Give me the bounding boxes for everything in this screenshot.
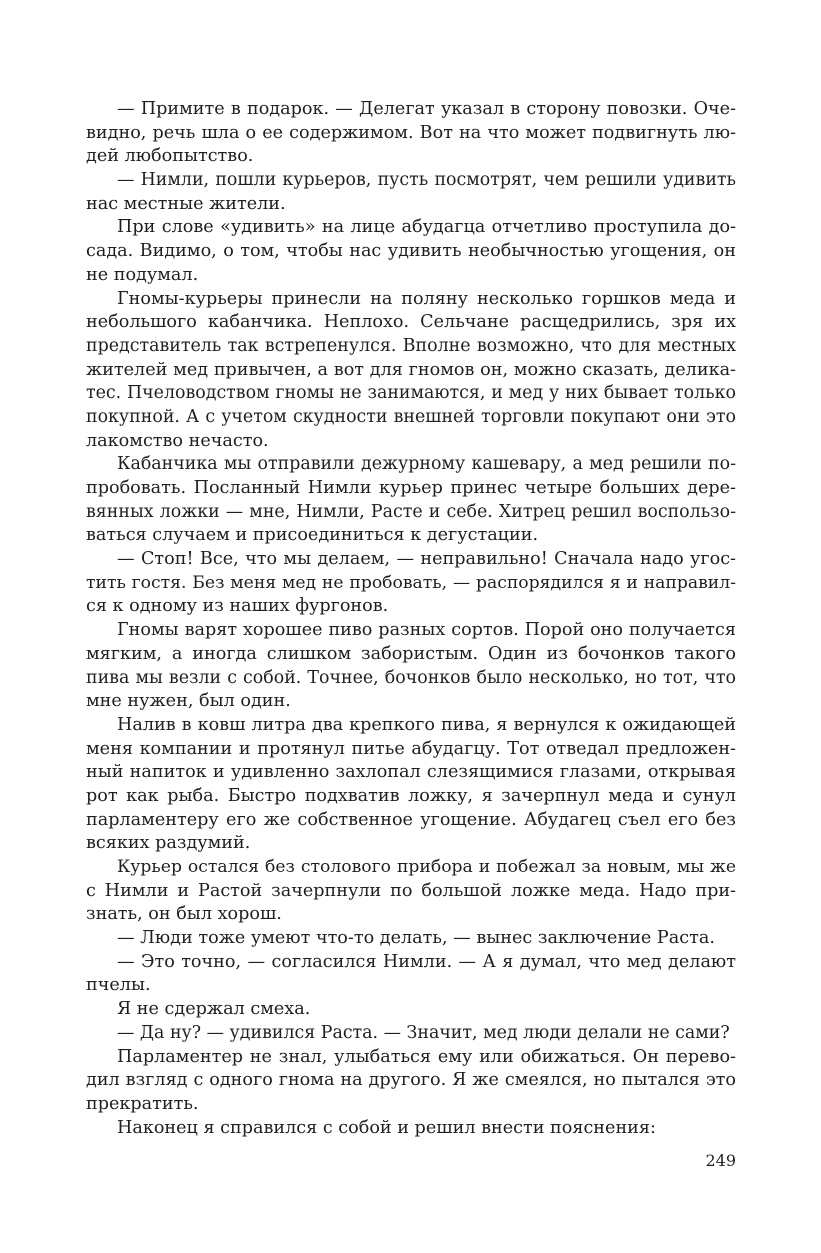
- text-line: ваться случаем и присоединиться к дегустации.: [86, 525, 539, 546]
- text-line: прекратить.: [86, 1093, 199, 1114]
- text-line: Гномы варят хорошее пиво разных сортов. Порой оно получается: [117, 620, 736, 641]
- paragraph: [86, 1117, 736, 1141]
- paragraph: [86, 951, 736, 998]
- text-line: меня компании и протянул питье абудагцу. Тот отведал предложен-: [86, 738, 736, 759]
- body-text: [86, 98, 736, 1140]
- paragraph: [86, 548, 736, 619]
- text-line: покупной. А с учетом скудности внешней торговли покупают они это: [86, 406, 736, 427]
- text-line: Налив в ковш литра два крепкого пива, я вернулся к ожидающей: [117, 714, 736, 735]
- text-line: Парламентер не знал, улыбаться ему или обижаться. Он перево-: [117, 1046, 736, 1067]
- paragraph: [86, 98, 736, 169]
- text-line: пробовать. Посланный Нимли курьер принес четыре больших дере-: [86, 478, 736, 498]
- text-line: — Это точно, — согласился Нимли. — А я думал, что мед делают: [117, 951, 736, 972]
- text-line: дил взгляд с одного гнома на другого. Я же смеялся, но пытался это: [86, 1070, 736, 1091]
- paragraph: [86, 288, 736, 454]
- text-line: — Да ну? — удивился Раста. — Значит, мед люди делали не сами?: [117, 1022, 730, 1043]
- text-line: Гномы-курьеры принесли на поляну несколько горшков меда и: [117, 288, 736, 309]
- text-line: Я не сдержал смеха.: [117, 999, 311, 1020]
- text-line: жителей мед привычен, а вот для гномов он, можно сказать, делика-: [86, 359, 736, 380]
- text-line: представитель так встрепенулся. Вполне возможно, что для местных: [86, 335, 736, 356]
- text-line: тес. Пчеловодством гномы не занимаются, и мед у них бывает только: [86, 383, 736, 404]
- text-line: не подумал.: [86, 264, 199, 285]
- text-line: знать, он был хорош.: [86, 904, 282, 925]
- paragraph: [86, 169, 736, 216]
- text-line: пива мы везли с собой. Точнее, бочонков было несколько, но тот, что: [86, 667, 736, 688]
- paragraph: [86, 216, 736, 287]
- text-line: Наконец я справился с собой и решил внести пояснения:: [117, 1117, 656, 1138]
- text-line: мне нужен, был один.: [86, 691, 291, 712]
- paragraph: [86, 927, 736, 951]
- text-line: — Нимли, пошли курьеров, пусть посмотрят, чем решили удивить: [117, 170, 736, 191]
- text-line: — Стоп! Все, что мы делаем, — неправильно! Сначала надо угос-: [117, 549, 736, 570]
- text-line: тить гостя. Без меня мед не пробовать, — распорядился я и направил-: [86, 572, 736, 593]
- page-number: 249: [705, 1151, 736, 1170]
- paragraph: [86, 619, 736, 714]
- text-line: — Примите в подарок. — Делегат указал в сторону повозки. Оче-: [117, 99, 736, 119]
- text-line: ся к одному из наших фургонов.: [86, 596, 389, 617]
- text-line: Кабанчика мы отправили дежурному кашевару, а мед решили по-: [117, 454, 736, 475]
- text-line: мягким, а иногда слишком забористым. Один из бочонков такого: [86, 643, 736, 664]
- text-line: нас местные жители.: [86, 193, 286, 214]
- paragraph: [86, 453, 736, 548]
- paragraph: [86, 714, 736, 856]
- text-line: — Люди тоже умеют что-то делать, — вынес заключение Раста.: [117, 928, 715, 949]
- text-line: парламентеру его же собственное угощение. Абудагец съел его без: [86, 809, 736, 830]
- text-line: с Нимли и Растой зачерпнули по большой ложке меда. Надо при-: [86, 880, 736, 901]
- paragraph: [86, 1046, 736, 1117]
- text-line: видно, речь шла о ее содержимом. Вот на что может подвигнуть лю-: [86, 122, 736, 143]
- paragraph: [86, 998, 736, 1022]
- text-line: рот как рыба. Быстро подхватив ложку, я зачерпнул меда и сунул: [86, 785, 736, 806]
- text-line: сада. Видимо, о том, чтобы нас удивить необычностью угощения, он: [86, 241, 736, 262]
- text-line: дей любопытство.: [86, 146, 254, 167]
- text-line: вянных ложки — мне, Нимли, Расте и себе. Хитрец решил воспользо-: [86, 501, 736, 522]
- paragraph: [86, 1022, 736, 1046]
- paragraph: [86, 856, 736, 927]
- text-line: ный напиток и удивленно захлопал слезящимися глазами, открывая: [86, 762, 736, 783]
- text-line: При слове «удивить» на лице абудагца отчетливо проступила до-: [117, 217, 736, 238]
- text-line: пчелы.: [86, 975, 151, 996]
- text-line: Курьер остался без столового прибора и побежал за новым, мы же: [117, 857, 736, 877]
- text-line: всяких раздумий.: [86, 833, 251, 854]
- text-line: лакомство нечасто.: [86, 430, 269, 451]
- text-line: небольшого кабанчика. Неплохо. Сельчане расщедрились, зря их: [86, 312, 736, 333]
